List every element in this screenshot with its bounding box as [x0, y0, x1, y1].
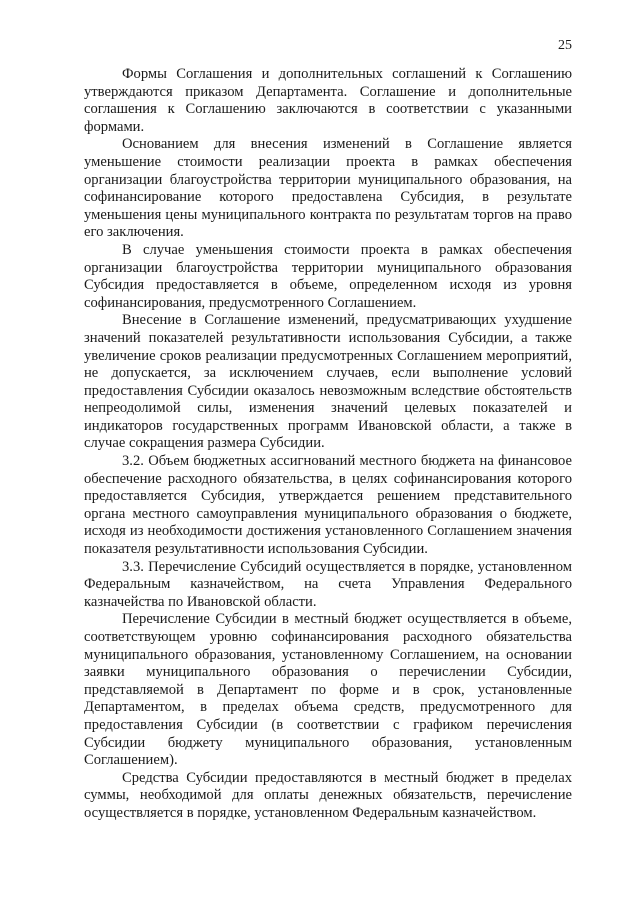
paragraph-section-3-3: 3.3. Перечисление Субсидий осуществляется в порядке, установленном Федеральным казначейством, на счета Управления Федерального казначейства по Ивановской области.	[84, 558, 572, 610]
paragraph-cost-reduction: В случае уменьшения стоимости проекта в рамках обеспечения организации благоустройства территории муниципального образования Субсидия предоставляется в объеме, определенном исходя из уровня софинансирования, предусмотренного Соглашением.	[84, 241, 572, 311]
paragraph-subsidy-funds: Средства Субсидии предоставляются в местный бюджет в пределах суммы, необходимой для оплаты денежных обязательств, перечисление осуществляется в порядке, установленном Федеральным казначейством.	[84, 769, 572, 821]
paragraph-section-3-2: 3.2. Объем бюджетных ассигнований местного бюджета на финансовое обеспечение расходного обязательства, в целях софинансирования которого предоставляется Субсидия, утверждается решением представительного органа местного самоуправления муниципального образования о бюджете, исходя из необходимости достижения установленного Соглашением значения показателя результативности использования Субсидии.	[84, 453, 572, 558]
paragraph-changes-restrictions: Внесение в Соглашение изменений, предусматривающих ухудшение значений показателей результативности использования Субсидии, а также увеличение сроков реализации предусмотренных Соглашением мероприятий, не допускается, за исключением случаев, если выполнение условий предоставления Субсидии оказалось невозможным вследствие обстоятельств непреодолимой силы, изменения значений целевых показателей и индикаторов государственных программ Ивановской области, а также в случае сокращения размера Субсидии.	[84, 312, 572, 452]
paragraph-agreement-forms: Формы Соглашения и дополнительных соглашений к Соглашению утверждаются приказом Департамента. Соглашение и дополнительные соглашения к Соглашению заключаются в соответствии с указанными формами.	[84, 66, 572, 135]
page-number: 25	[558, 38, 572, 53]
paragraph-transfer-procedure: Перечисление Субсидии в местный бюджет осуществляется в объеме, соответствующем уровню софинансирования расходного обязательства муниципального образования, установленному Соглашением, на основании заявки муниципального образования о перечислении Субсидии, представляемой в Департамент по форме и в срок, установленные Департаментом, в пределах объема средств, предусмотренного для предоставления Субсидии (в соответствии с графиком перечисления Субсидии бюджету муниципального образования, установленным Соглашением).	[84, 611, 572, 769]
paragraph-grounds-for-changes: Основанием для внесения изменений в Соглашение является уменьшение стоимости реализации проекта в рамках обеспечения организации благоустройства территории муниципального образования, на софинансирование которого предоставлена Субсидия, в результате уменьшения цены муниципального контракта по результатам торгов на право его заключения.	[84, 136, 572, 241]
document-body	[84, 66, 572, 823]
